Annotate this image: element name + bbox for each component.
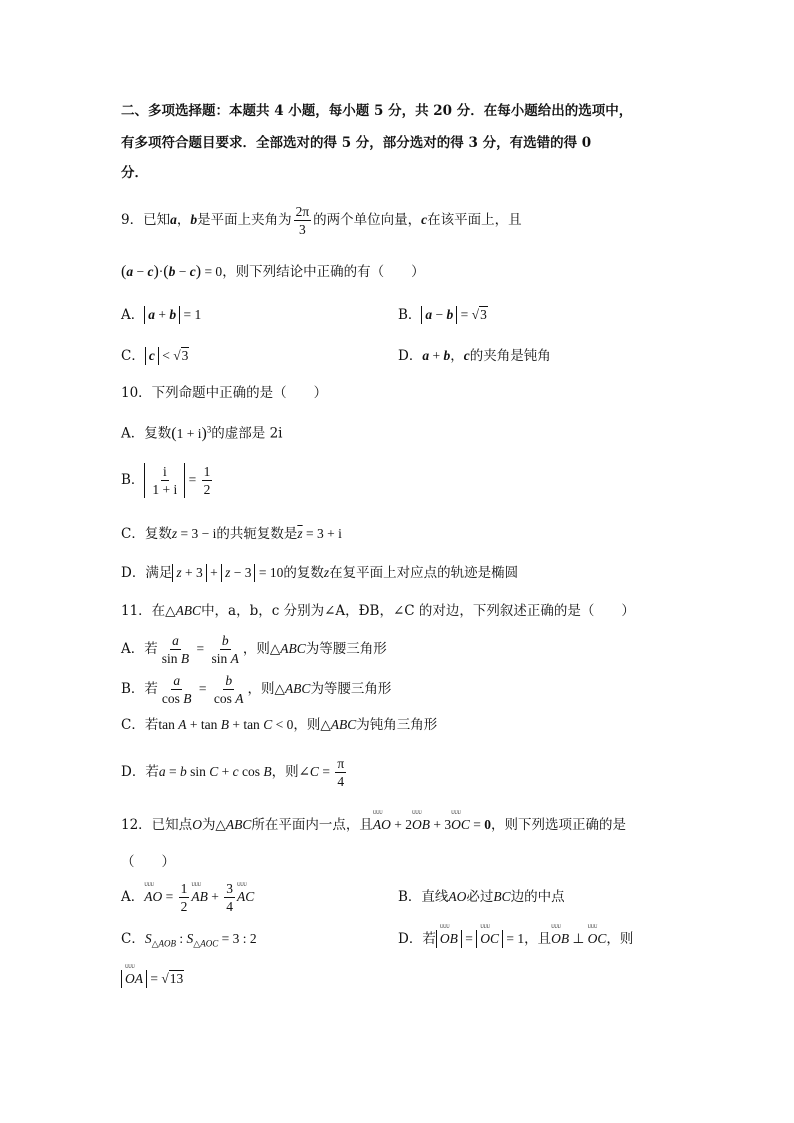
option-label: D．满足: [121, 565, 173, 581]
question-12-stem: 12．已知点O为△ABC所在平面内一点，且 ᵁᵁᵁ AO + 2 ᵁᵁᵁ OB + 3 ᵁᵁᵁ OC = 0，则下列选项正确的是: [121, 809, 626, 833]
q10-option-a-text: 的虚部是 2i: [211, 425, 283, 442]
q9-option-b-formula: a − b = √3: [421, 307, 487, 322]
q12-text: ，则下列选项正确的是: [490, 817, 626, 833]
q9-option-d: D．a + b，c的夹角是钝角: [398, 348, 551, 364]
q10-option-a: [121, 419, 282, 444]
option-label: A．若: [121, 641, 158, 657]
q12-option-c: [121, 929, 257, 954]
q9-var-b: b: [190, 212, 198, 227]
q11-text: 为钝角三角形: [356, 717, 438, 733]
q12-option-d-formula: ᵁᵁᵁ OB = ᵁᵁᵁ OC: [436, 931, 503, 946]
q9-text: 的两个单位向量，: [313, 212, 422, 228]
option-label: A．: [121, 889, 145, 905]
q11-text: 为等腰三角形: [305, 641, 387, 657]
q10-option-d-text: 在复平面上对应点的轨迹是椭圆: [329, 565, 519, 581]
q9-condition-formula: (a − c)·(b − c) = 0: [121, 263, 223, 280]
q11-text: ，则△: [242, 641, 281, 657]
q9-number: 9．已知: [121, 212, 171, 228]
q11-option-b: B．若 $\frac{a}{\text{cos B}}$ = $\frac{b}{\text{cos A}}$ ，则△ABC为等腰三角形: [121, 673, 392, 706]
q12-text: = 1，且: [502, 931, 552, 946]
q9-option-b: [398, 305, 488, 325]
q10-option-c-text: 的共轭复数是: [216, 526, 298, 542]
q9-text: ，则下列结论中正确的有（ ）: [222, 264, 425, 280]
option-label: B．若: [121, 681, 158, 697]
q12-text: 必过: [466, 889, 494, 905]
q12-option-d: [398, 923, 634, 949]
option-label: A．复数: [121, 425, 172, 442]
q9-text: ，: [176, 212, 191, 228]
q11-text: 中，a，b，c 分别为∠A，ÐB，∠C 的对边，下列叙述正确的是（ ）: [201, 603, 635, 619]
option-label: D．: [398, 348, 423, 364]
section-heading-line-2: 有多项符合题目要求．全部选对的得 5 分，部分选对的得 3 分，有选错的得 0: [121, 135, 592, 151]
q11-option-a: A．若 $\frac{a}{\text{sin B}}$ = $\frac{b}{\text{sin A}}$ ，则△ABC为等腰三角形: [121, 633, 387, 666]
q12-option-d-result: ᵁᵁᵁ OA = √13: [121, 971, 184, 986]
q9-option-c: [121, 346, 189, 366]
q11-text: =: [318, 764, 334, 779]
q11-option-d-formula: a = b sin C + c cos B: [158, 764, 272, 779]
q11-option-b-frac1: $\frac{a}{\text{cos B}}$: [161, 673, 192, 706]
q11-text: ，则△: [293, 717, 331, 733]
q9-option-c-formula: c < √3: [145, 348, 190, 363]
option-label: B．: [121, 472, 145, 488]
q10-option-a-formula: $(1 + i)^3$: [171, 424, 212, 442]
q12-text: 12．已知点: [121, 817, 193, 833]
q11-option-b-frac2: $\frac{b}{\text{cos A}}$: [213, 673, 244, 706]
q12-option-a: [121, 876, 254, 918]
option-label: D．若: [398, 931, 436, 947]
q11-option-d-pi-quarter: $\frac{\pi}{4}$: [337, 756, 345, 789]
q12-text: 边的中点: [510, 889, 565, 905]
question-11-stem: 11．在△ABC中，a，b，c 分别为∠A，ÐB，∠C 的对边，下列叙述正确的是（ ）: [121, 603, 635, 619]
q9-text: 在该平面上，且: [427, 212, 522, 228]
option-label: D．若: [121, 764, 159, 780]
q10-option-b-half: $\frac{1}{2}$: [203, 464, 211, 497]
q9-text: 是平面上夹角为: [197, 212, 292, 228]
q9-option-d-text: 的夹角是钝角: [469, 348, 551, 364]
option-label: A．: [121, 307, 145, 323]
q9-option-a-formula: a + b = 1: [144, 307, 201, 322]
q12-option-a-formula: ᵁᵁᵁ AO = $\frac{1}{2}$ ᵁᵁᵁ AB + $\frac{3}{4}$ ᵁᵁᵁ AC: [144, 881, 255, 915]
q12-option-c-value: = 3 : 2: [218, 931, 257, 946]
q10-option-d-formula: z + 3 + z − 3 = 10: [172, 565, 283, 580]
question-10-stem: 10．下列命题中正确的是（ ）: [121, 385, 328, 401]
q12-text: 为△: [201, 817, 226, 833]
q12-text: ，则: [606, 931, 634, 947]
q12-vector-equation: ᵁᵁᵁ AO + 2 ᵁᵁᵁ OB + 3 ᵁᵁᵁ OC = 0: [372, 809, 491, 832]
q11-text: 为等腰三角形: [310, 681, 392, 697]
q12-text: 所在平面内一点，且: [251, 817, 373, 833]
q11-text: ，则∠: [271, 764, 310, 780]
question-9-stem: [121, 201, 522, 239]
q9-option-a: [121, 305, 201, 325]
q12-option-c-formula: $S_{\triangle AOB}$ : $S_{\triangle AOC}$: [144, 931, 219, 949]
q10-option-b: B． $\frac{i}{1 + i}$ = $\frac{1}{2}$: [121, 464, 211, 497]
option-label: C．: [121, 348, 145, 364]
q12-option-b: B．直线AO必过BC边的中点: [398, 889, 565, 905]
section-heading-line-1: 二、多项选择题：本题共 4 小题，每小题 5 分，共 20 分．在每小题给出的选项中，: [121, 103, 633, 119]
option-label: C．: [121, 931, 145, 947]
q10-option-c: [121, 524, 342, 544]
q10-option-c-conjugate: $\overline{z} = 3 + i$: [297, 526, 342, 541]
q9-option-d-formula: a: [422, 348, 430, 363]
q9-var-c: c: [421, 212, 428, 227]
q11-option-d: D．若a = b sin C + c cos B，则∠C = $\frac{\pi}{4}$: [121, 756, 345, 789]
q10-option-c-formula: z = 3 − i: [171, 526, 217, 541]
option-label: C．复数: [121, 526, 172, 542]
q11-option-c-formula: tan A + tan B + tan C < 0: [158, 717, 294, 732]
q12-option-d-continued: [121, 963, 184, 989]
q11-text: 11．在△: [121, 603, 176, 619]
q11-option-a-frac1: $\frac{a}{\text{sin B}}$: [161, 633, 190, 666]
q10-option-b-abs: $\frac{i}{1 + i}$: [144, 463, 185, 498]
q9-angle-fraction: $\frac{2\pi}{3}$: [295, 204, 310, 237]
option-label: B．: [398, 307, 422, 323]
q12-option-d-perp: ᵁᵁᵁ OB ⊥ ᵁᵁᵁ OC: [551, 923, 607, 946]
q11-option-c: C．若tan A + tan B + tan C < 0，则△ABC为钝角三角形: [121, 717, 438, 733]
section-heading-line-3: 分．: [121, 165, 148, 181]
q10-option-d-text: 的复数: [283, 565, 324, 581]
q9-var-a: a: [170, 212, 177, 227]
q11-text: ，则△: [247, 681, 285, 697]
q11-option-a-frac2: $\frac{b}{\text{sin A}}$: [211, 633, 239, 666]
question-9-condition: [121, 262, 425, 282]
q10-option-d: D．满足 z + 3 + z − 3 = 10的复数z在复平面上对应点的轨迹是椭圆: [121, 565, 519, 581]
option-label: B．直线: [398, 889, 449, 905]
option-label: C．若: [121, 717, 159, 733]
q12-answer-paren: （ ）: [121, 854, 175, 870]
